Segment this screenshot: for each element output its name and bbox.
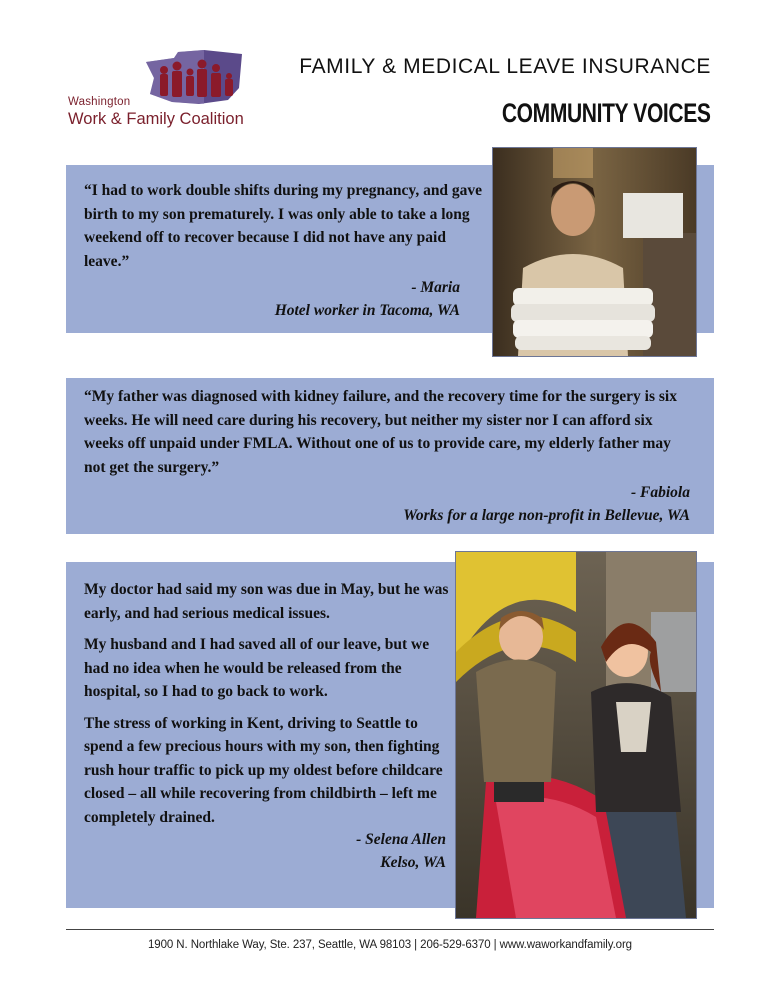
coalition-logo-icon: [144, 48, 244, 108]
story-quote-1: “I had to work double shifts during my pregnancy, and gave birth to my son prematurely. I was only able to take a long weekend off to recover because I did not have any paid leave.”: [84, 182, 483, 270]
story-role-3: Kelso, WA: [380, 854, 446, 871]
story-role-1: Hotel worker in Tacoma, WA: [274, 302, 460, 319]
footer-contact-info: 1900 N. Northlake Way, Ste. 237, Seattle, WA 98103 | 206-529-6370 | www.waworkandfamily.org: [148, 939, 632, 951]
mother-son-image-icon: [456, 552, 696, 918]
story-role-2: Works for a large non-profit in Bellevue, WA: [403, 507, 690, 524]
page-subtitle: COMMUNITY VOICES: [502, 98, 711, 128]
story-attribution-1: [84, 276, 460, 322]
page-title: FAMILY & MEDICAL LEAVE INSURANCE: [299, 55, 711, 78]
story-paragraph: My doctor had said my son was due in May, but he was early, and had serious medical issues.: [84, 581, 449, 622]
org-logo: [68, 48, 248, 138]
logo-org-name: Work & Family Coalition: [68, 110, 244, 128]
hotel-worker-photo: [493, 148, 696, 356]
story-attribution-3: [84, 828, 446, 874]
hotel-worker-image-icon: [493, 148, 696, 356]
story-name-2: - Fabiola: [631, 484, 690, 501]
footer-divider: [66, 929, 714, 930]
mother-and-son-photo: [456, 552, 696, 918]
story-quote-2: “My father was diagnosed with kidney failure, and the recovery time for the surgery is six weeks. He will need care during his recovery, but neither my sister nor I can afford six weeks off unpaid under FMLA. Without one of us to provide care, my elderly father may not get the surgery.”: [84, 388, 677, 476]
story-attribution-2: [84, 481, 690, 527]
story-paragraph: My husband and I had saved all of our leave, but we had no idea when he would be released from the hospital, so I had to go back to work.: [84, 636, 430, 700]
story-name-3: - Selena Allen: [356, 831, 446, 848]
logo-org-state: Washington: [68, 96, 131, 108]
story-paragraph: The stress of working in Kent, driving to Seattle to spend a few precious hours with my son, then fighting rush hour traffic to pick up my oldest before childcare closed – all while recovering from childbirth – left me completely drained.: [84, 714, 443, 826]
story-name-1: - Maria: [411, 279, 460, 296]
story-quote-3: [84, 578, 454, 837]
